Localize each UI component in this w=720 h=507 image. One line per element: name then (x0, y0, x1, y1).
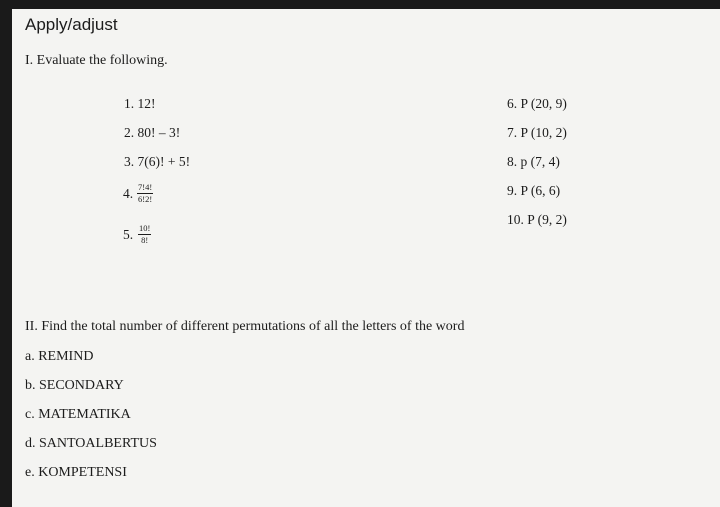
part2-item-d: d. SANTOALBERTUS (25, 436, 157, 451)
part1-item-2: 2. 80! – 3! (124, 125, 181, 140)
part1-item-5-label: 5. (123, 227, 134, 242)
part2-title: II. Find the total number of different permutations of all the letters of the word (25, 319, 465, 334)
fraction-denominator: 6!2! (138, 194, 153, 204)
part1-item-8: 8. p (7, 4) (507, 154, 560, 169)
part1-item-3: 3. 7(6)! + 5! (124, 154, 191, 169)
part1-item-7: 7. P (10, 2) (507, 125, 567, 140)
part1-title: I. Evaluate the following. (25, 53, 168, 68)
part2-item-a: a. REMIND (25, 349, 94, 364)
fraction-numerator: 10! (139, 223, 151, 233)
part2-item-c: c. MATEMATIKA (25, 407, 131, 422)
worksheet-heading: Apply/adjust (25, 15, 118, 34)
part2-item-b: b. SECONDARY (25, 378, 124, 393)
worksheet-page (12, 9, 720, 507)
fraction-numerator: 7!4! (138, 182, 153, 192)
part1-item-5-fraction (138, 224, 151, 245)
part1-item-9: 9. P (6, 6) (507, 183, 561, 198)
part1-item-1: 1. 12! (124, 96, 156, 111)
part1-item-4-fraction (137, 183, 153, 204)
part2-item-e: e. KOMPETENSI (25, 465, 127, 480)
fraction-denominator: 8! (141, 235, 149, 245)
part1-item-6: 6. P (20, 9) (507, 96, 567, 111)
part1-item-10: 10. P (9, 2) (507, 212, 567, 227)
part1-item-4-label: 4. (123, 186, 134, 201)
